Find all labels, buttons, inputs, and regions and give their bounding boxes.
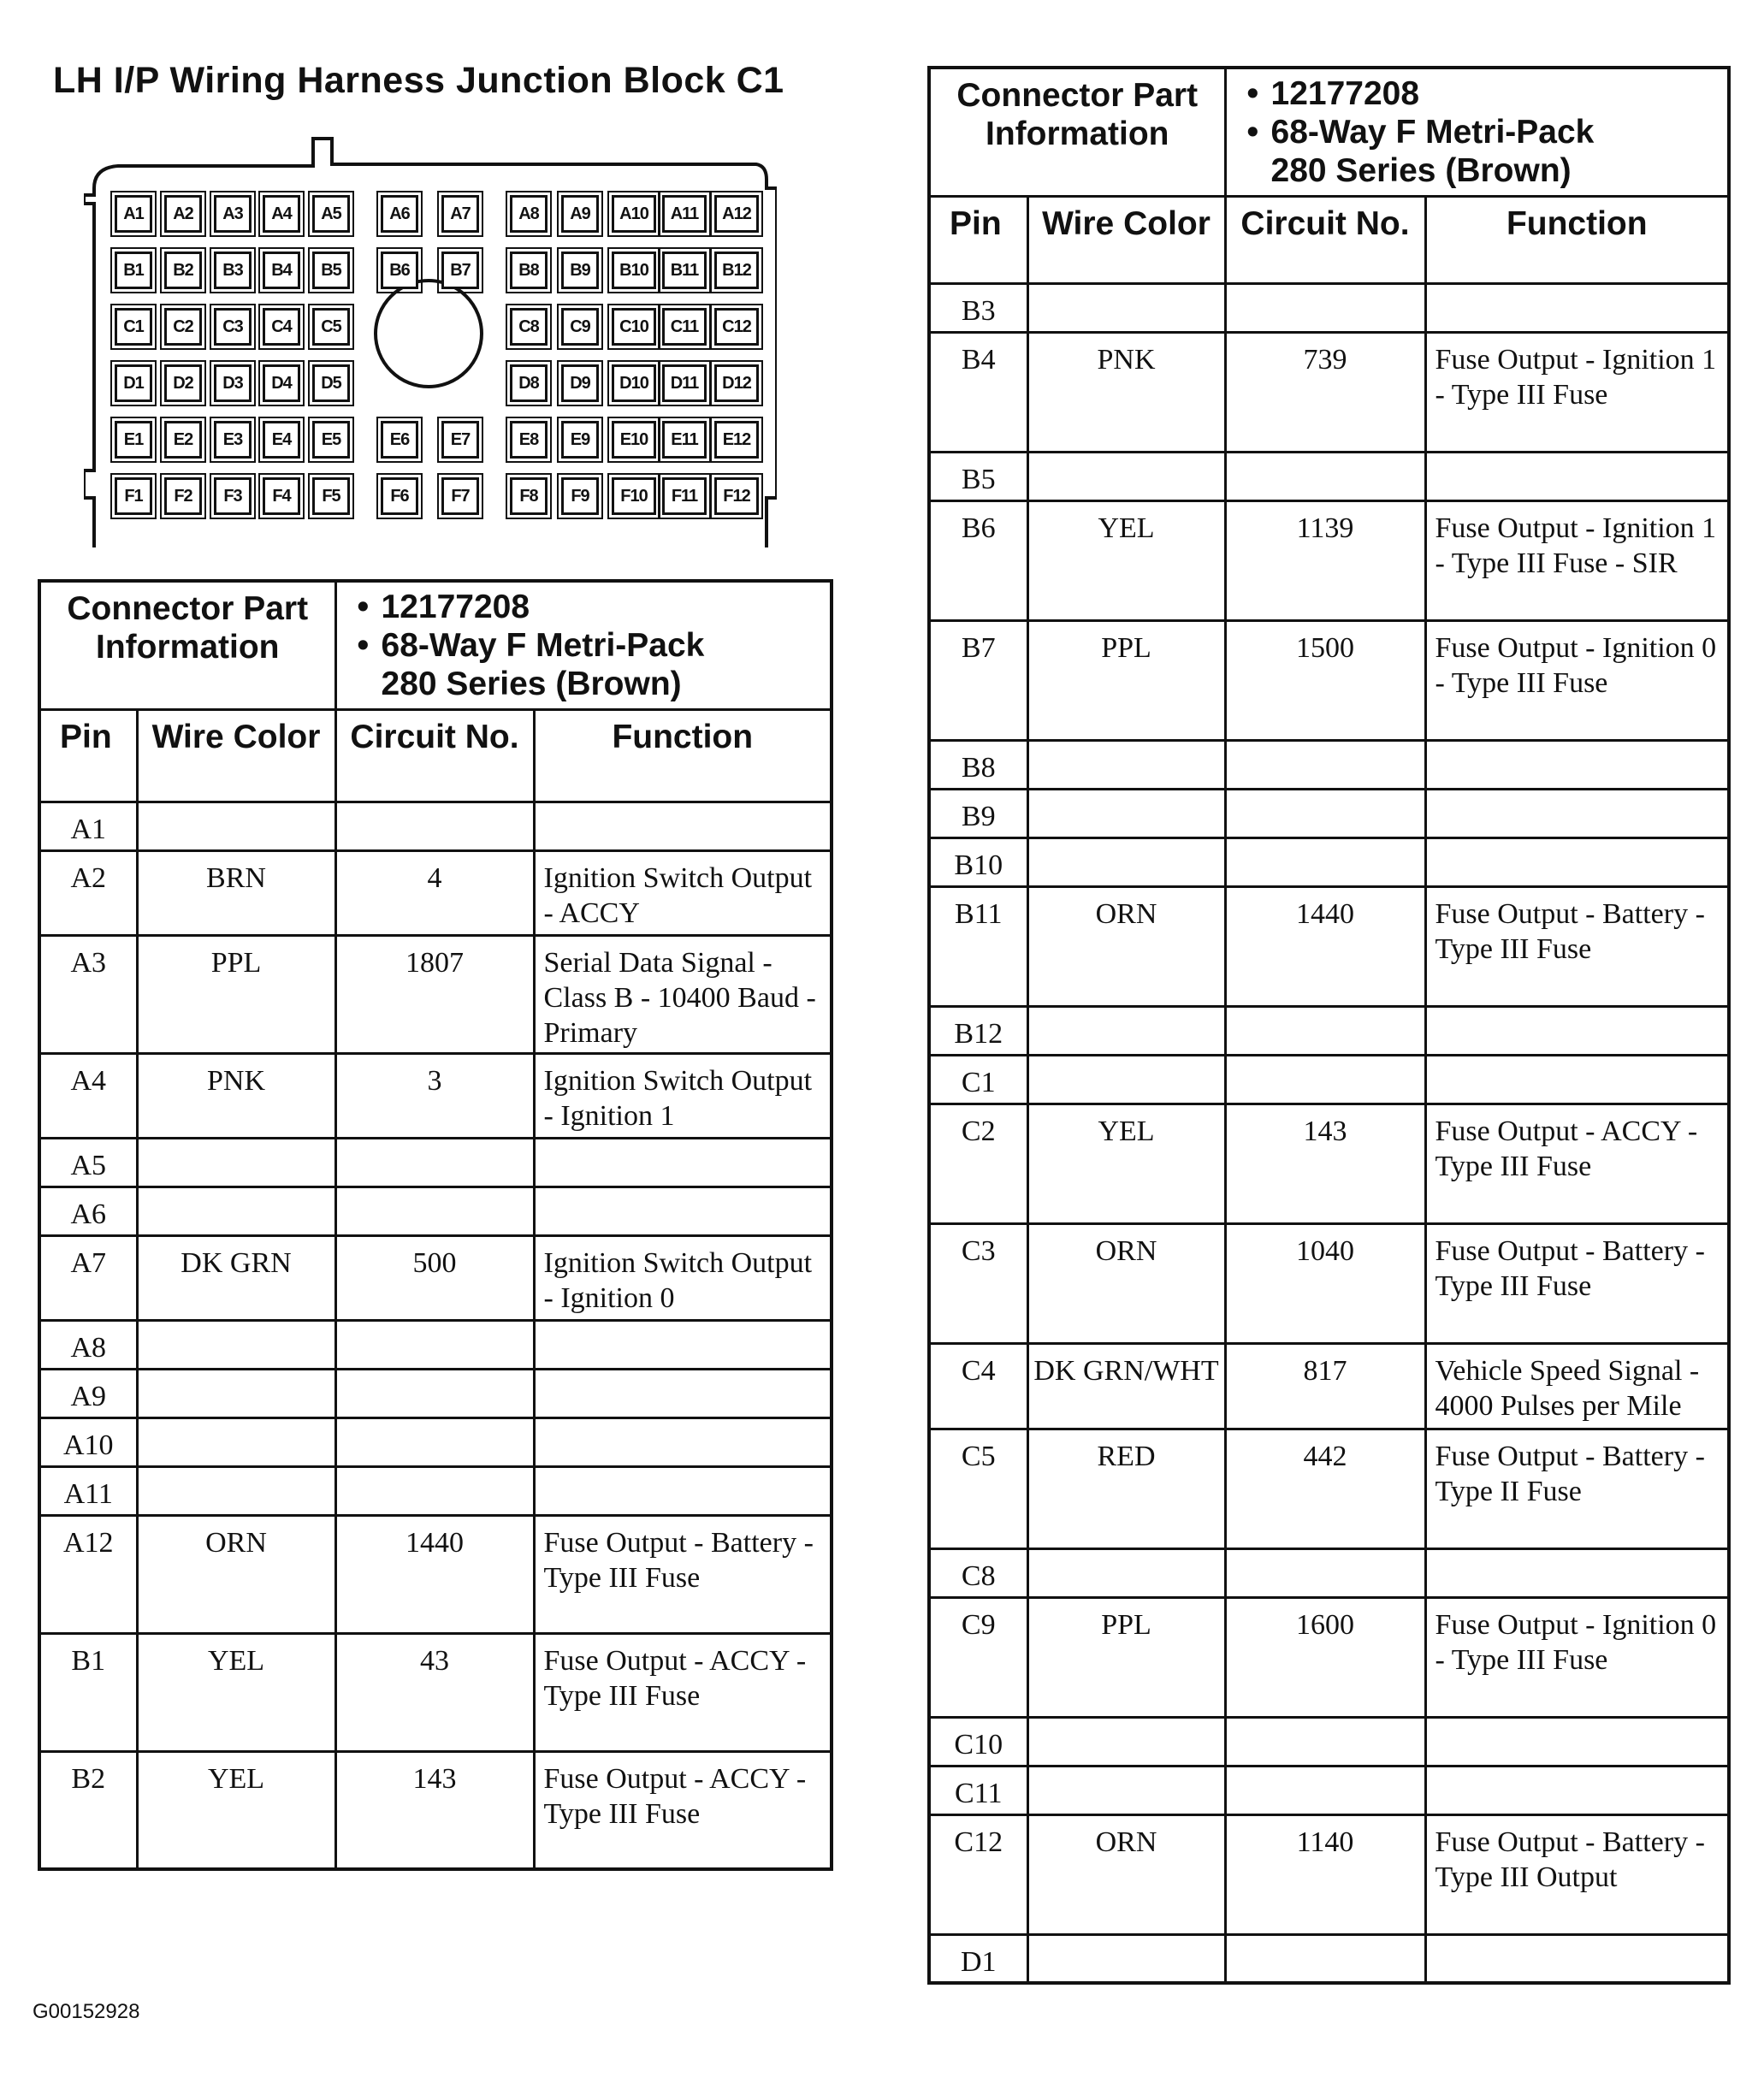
pin-cell-value: B2 bbox=[39, 1751, 137, 1869]
table-row bbox=[39, 1187, 832, 1235]
connector-pin: A6 bbox=[381, 195, 418, 233]
function-cell: Fuse Output - ACCY - Type III Fuse bbox=[1425, 1104, 1729, 1223]
pin-cell-value: A2 bbox=[39, 850, 137, 935]
wire-color-cell bbox=[1027, 837, 1225, 886]
connector-pin: A4 bbox=[263, 195, 300, 233]
pin-cell-value: A9 bbox=[39, 1369, 137, 1417]
wire-color-cell bbox=[137, 1369, 335, 1417]
connector-pin: B4 bbox=[263, 252, 300, 289]
connector-pin: F4 bbox=[263, 477, 300, 515]
connector-pin: C8 bbox=[510, 308, 548, 346]
connector-pin: F8 bbox=[510, 477, 548, 515]
table-row bbox=[929, 837, 1729, 886]
connector-pin: E3 bbox=[214, 421, 252, 459]
connector-pin: A3 bbox=[214, 195, 252, 233]
pin-cell-value: C9 bbox=[929, 1597, 1027, 1717]
pin-cell-value: C1 bbox=[929, 1055, 1027, 1104]
wire-color-cell bbox=[137, 1138, 335, 1187]
wire-color-cell: BRN bbox=[137, 850, 335, 935]
connector-pin: C11 bbox=[662, 308, 707, 346]
function-cell bbox=[1425, 789, 1729, 837]
function-cell bbox=[534, 1138, 832, 1187]
left-table-body bbox=[39, 802, 832, 1869]
connector-info-values bbox=[335, 581, 832, 709]
pin-cell-value: A3 bbox=[39, 935, 137, 1053]
wire-color-cell bbox=[137, 1320, 335, 1369]
function-cell: Vehicle Speed Signal - 4000 Pulses per Mile bbox=[1425, 1343, 1729, 1429]
function-cell: Fuse Output - Battery - Type III Fuse bbox=[534, 1515, 832, 1633]
function-cell bbox=[1425, 1006, 1729, 1055]
connector-pin: D3 bbox=[214, 364, 252, 402]
connector-pin: B8 bbox=[510, 252, 548, 289]
pin-cell-value: B1 bbox=[39, 1633, 137, 1751]
function-cell: Fuse Output - Ignition 1 - Type III Fuse - SIR bbox=[1425, 500, 1729, 620]
wire-color-cell: PNK bbox=[1027, 332, 1225, 452]
table-row bbox=[39, 1320, 832, 1369]
col-head-wire-color: Wire Color bbox=[137, 709, 335, 802]
function-cell bbox=[1425, 452, 1729, 500]
connector-pin: F12 bbox=[714, 477, 759, 515]
wire-color-cell: YEL bbox=[137, 1633, 335, 1751]
connector-pin: E7 bbox=[441, 421, 479, 459]
left-pinout-table bbox=[38, 579, 833, 1871]
connector-pin: A9 bbox=[561, 195, 599, 233]
column-header-row bbox=[39, 709, 832, 802]
circuit-cell: 739 bbox=[1225, 332, 1425, 452]
wire-color-cell bbox=[1027, 1766, 1225, 1814]
table-row bbox=[929, 886, 1729, 1006]
table-row bbox=[929, 1006, 1729, 1055]
connector-description-2: 280 Series (Brown) bbox=[1270, 152, 1572, 189]
right-table-body bbox=[929, 283, 1729, 1983]
function-cell bbox=[1425, 1055, 1729, 1104]
function-cell bbox=[534, 1417, 832, 1466]
circuit-cell bbox=[335, 1320, 534, 1369]
wire-color-cell: PNK bbox=[137, 1053, 335, 1138]
connector-pin: B3 bbox=[214, 252, 252, 289]
circuit-cell bbox=[1225, 837, 1425, 886]
function-cell: Fuse Output - Ignition 1 - Type III Fuse bbox=[1425, 332, 1729, 452]
circuit-cell bbox=[1225, 1055, 1425, 1104]
connector-center-hole bbox=[376, 281, 482, 387]
function-cell: Fuse Output - Battery - Type III Output bbox=[1425, 1814, 1729, 1934]
wire-color-cell: YEL bbox=[1027, 1104, 1225, 1223]
connector-pin: E1 bbox=[115, 421, 152, 459]
connector-pin: A12 bbox=[714, 195, 759, 233]
function-cell: Ignition Switch Output - ACCY bbox=[534, 850, 832, 935]
connector-pin: B6 bbox=[381, 252, 418, 289]
table-row bbox=[929, 500, 1729, 620]
wire-color-cell: ORN bbox=[1027, 1814, 1225, 1934]
table-row bbox=[39, 1751, 832, 1869]
pin-cell-value: C5 bbox=[929, 1429, 1027, 1548]
wire-color-cell bbox=[1027, 1548, 1225, 1597]
table-row bbox=[929, 1223, 1729, 1343]
function-cell: Ignition Switch Output - Ignition 1 bbox=[534, 1053, 832, 1138]
wire-color-cell bbox=[1027, 1934, 1225, 1983]
connector-pin: C9 bbox=[561, 308, 599, 346]
circuit-cell: 1600 bbox=[1225, 1597, 1425, 1717]
table-row bbox=[929, 1429, 1729, 1548]
circuit-cell: 4 bbox=[335, 850, 534, 935]
table-row bbox=[39, 1369, 832, 1417]
wire-color-cell bbox=[1027, 1055, 1225, 1104]
table-row bbox=[929, 1717, 1729, 1766]
connector-pin: C12 bbox=[714, 308, 759, 346]
circuit-cell: 1440 bbox=[1225, 886, 1425, 1006]
col-head-circuit: Circuit No. bbox=[335, 709, 534, 802]
function-cell bbox=[1425, 1934, 1729, 1983]
table-row bbox=[39, 1466, 832, 1515]
pin-cell-value: A6 bbox=[39, 1187, 137, 1235]
part-number: • 12177208 bbox=[382, 588, 831, 626]
circuit-cell bbox=[1225, 283, 1425, 332]
function-cell bbox=[1425, 283, 1729, 332]
table-row bbox=[39, 1053, 832, 1138]
connector-pin: E10 bbox=[612, 421, 656, 459]
connector-pin: A7 bbox=[441, 195, 479, 233]
pin-cell-value: C2 bbox=[929, 1104, 1027, 1223]
connector-pin: E4 bbox=[263, 421, 300, 459]
function-cell bbox=[534, 1320, 832, 1369]
wire-color-cell bbox=[1027, 1006, 1225, 1055]
circuit-cell: 143 bbox=[1225, 1104, 1425, 1223]
connector-pin: A8 bbox=[510, 195, 548, 233]
function-cell: Fuse Output - ACCY - Type III Fuse bbox=[534, 1633, 832, 1751]
connector-pin: F3 bbox=[214, 477, 252, 515]
circuit-cell bbox=[335, 1187, 534, 1235]
function-cell bbox=[1425, 837, 1729, 886]
table-row bbox=[929, 283, 1729, 332]
pin-cell-value: C4 bbox=[929, 1343, 1027, 1429]
pin-cell-value: B12 bbox=[929, 1006, 1027, 1055]
wire-color-cell: YEL bbox=[1027, 500, 1225, 620]
pin-cell-value: A11 bbox=[39, 1466, 137, 1515]
connector-pin: F7 bbox=[441, 477, 479, 515]
function-cell bbox=[1425, 1548, 1729, 1597]
wire-color-cell bbox=[137, 802, 335, 850]
wire-color-cell: PPL bbox=[137, 935, 335, 1053]
circuit-cell bbox=[335, 1466, 534, 1515]
connector-pin: F6 bbox=[381, 477, 418, 515]
wire-color-cell bbox=[137, 1466, 335, 1515]
col-head-pin: Pin bbox=[929, 196, 1027, 283]
connector-pin: D11 bbox=[662, 364, 707, 402]
connector-pin: B9 bbox=[561, 252, 599, 289]
wire-color-cell bbox=[1027, 789, 1225, 837]
circuit-cell bbox=[1225, 789, 1425, 837]
circuit-cell: 3 bbox=[335, 1053, 534, 1138]
connector-pin: D12 bbox=[714, 364, 759, 402]
circuit-cell bbox=[335, 1369, 534, 1417]
pin-cell-value: B6 bbox=[929, 500, 1027, 620]
pin-cell-value: B9 bbox=[929, 789, 1027, 837]
wire-color-cell bbox=[1027, 283, 1225, 332]
connector-pin: F11 bbox=[662, 477, 707, 515]
connector-face-diagram bbox=[84, 135, 777, 549]
wire-color-cell: YEL bbox=[137, 1751, 335, 1869]
connector-pin: F2 bbox=[164, 477, 202, 515]
connector-pin: E5 bbox=[312, 421, 350, 459]
wire-color-cell: ORN bbox=[137, 1515, 335, 1633]
right-pinout-table bbox=[927, 66, 1731, 1985]
circuit-cell: 1440 bbox=[335, 1515, 534, 1633]
circuit-cell bbox=[335, 1138, 534, 1187]
circuit-cell bbox=[1225, 1766, 1425, 1814]
circuit-cell bbox=[335, 1417, 534, 1466]
circuit-cell: 1807 bbox=[335, 935, 534, 1053]
wire-color-cell: PPL bbox=[1027, 620, 1225, 740]
pin-cell-value: C8 bbox=[929, 1548, 1027, 1597]
circuit-cell bbox=[1225, 452, 1425, 500]
col-head-pin: Pin bbox=[39, 709, 137, 802]
table-row bbox=[929, 789, 1729, 837]
connector-pin: F10 bbox=[612, 477, 656, 515]
connector-pin: E9 bbox=[561, 421, 599, 459]
connector-description-1: • 68-Way F Metri-Pack bbox=[382, 626, 831, 665]
circuit-cell bbox=[1225, 1717, 1425, 1766]
table-row bbox=[39, 1515, 832, 1633]
pin-cell-value: A5 bbox=[39, 1138, 137, 1187]
circuit-cell: 43 bbox=[335, 1633, 534, 1751]
pin-cell-value: C3 bbox=[929, 1223, 1027, 1343]
circuit-cell: 442 bbox=[1225, 1429, 1425, 1548]
circuit-cell: 817 bbox=[1225, 1343, 1425, 1429]
connector-pin: D2 bbox=[164, 364, 202, 402]
connector-pin: B12 bbox=[714, 252, 759, 289]
circuit-cell: 1139 bbox=[1225, 500, 1425, 620]
circuit-cell: 1500 bbox=[1225, 620, 1425, 740]
connector-pin: D8 bbox=[510, 364, 548, 402]
connector-pin: D9 bbox=[561, 364, 599, 402]
circuit-cell: 1140 bbox=[1225, 1814, 1425, 1934]
connector-pin: C5 bbox=[312, 308, 350, 346]
table-row bbox=[929, 1766, 1729, 1814]
circuit-cell: 1040 bbox=[1225, 1223, 1425, 1343]
table-row bbox=[929, 1104, 1729, 1223]
connector-pin: F5 bbox=[312, 477, 350, 515]
table-row bbox=[39, 1235, 832, 1320]
column-header-row bbox=[929, 196, 1729, 283]
table-row bbox=[929, 1597, 1729, 1717]
connector-info-values bbox=[1225, 68, 1729, 196]
wire-color-cell bbox=[1027, 740, 1225, 789]
pin-cell-value: B5 bbox=[929, 452, 1027, 500]
wire-color-cell bbox=[137, 1187, 335, 1235]
connector-pin: F1 bbox=[115, 477, 152, 515]
table-row bbox=[39, 850, 832, 935]
table-row bbox=[39, 1417, 832, 1466]
wire-color-cell bbox=[1027, 452, 1225, 500]
connector-pin: A2 bbox=[164, 195, 202, 233]
table-row bbox=[929, 1814, 1729, 1934]
col-head-wire-color: Wire Color bbox=[1027, 196, 1225, 283]
part-number: • 12177208 bbox=[1271, 74, 1728, 113]
wire-color-cell: ORN bbox=[1027, 886, 1225, 1006]
connector-info-row bbox=[929, 68, 1729, 196]
circuit-cell bbox=[1225, 1934, 1425, 1983]
circuit-cell: 500 bbox=[335, 1235, 534, 1320]
col-head-circuit: Circuit No. bbox=[1225, 196, 1425, 283]
function-cell bbox=[1425, 740, 1729, 789]
pin-cell-value: A8 bbox=[39, 1320, 137, 1369]
connector-pin: C2 bbox=[164, 308, 202, 346]
wire-color-cell: DK GRN/WHT bbox=[1027, 1343, 1225, 1429]
connector-pin: F9 bbox=[561, 477, 599, 515]
function-cell: Ignition Switch Output - Ignition 0 bbox=[534, 1235, 832, 1320]
connector-pin: C10 bbox=[612, 308, 656, 346]
pin-cell-value: B11 bbox=[929, 886, 1027, 1006]
circuit-cell bbox=[1225, 1548, 1425, 1597]
connector-pin: A1 bbox=[115, 195, 152, 233]
function-cell: Fuse Output - Battery - Type III Fuse bbox=[1425, 1223, 1729, 1343]
function-cell: Fuse Output - Battery - Type II Fuse bbox=[1425, 1429, 1729, 1548]
page-title: LH I/P Wiring Harness Junction Block C1 bbox=[53, 60, 784, 101]
connector-pin: D10 bbox=[612, 364, 656, 402]
figure-id: G00152928 bbox=[33, 2000, 140, 2023]
pin-cell-value: A7 bbox=[39, 1235, 137, 1320]
function-cell: Fuse Output - Ignition 0 - Type III Fuse bbox=[1425, 620, 1729, 740]
connector-pin: B1 bbox=[115, 252, 152, 289]
connector-pin: A10 bbox=[612, 195, 656, 233]
connector-pin: E11 bbox=[662, 421, 707, 459]
table-row bbox=[39, 935, 832, 1053]
connector-pin: D1 bbox=[115, 364, 152, 402]
pin-cell-value: C10 bbox=[929, 1717, 1027, 1766]
table-row bbox=[929, 740, 1729, 789]
pin-cell-value: D1 bbox=[929, 1934, 1027, 1983]
function-cell: Fuse Output - Battery - Type III Fuse bbox=[1425, 886, 1729, 1006]
connector-description-1: • 68-Way F Metri-Pack bbox=[1271, 113, 1728, 151]
connector-pin: C4 bbox=[263, 308, 300, 346]
pin-cell-value: C11 bbox=[929, 1766, 1027, 1814]
circuit-cell bbox=[1225, 740, 1425, 789]
circuit-cell bbox=[1225, 1006, 1425, 1055]
function-cell: Fuse Output - Ignition 0 - Type III Fuse bbox=[1425, 1597, 1729, 1717]
wire-color-cell bbox=[1027, 1717, 1225, 1766]
pin-cell-value: A12 bbox=[39, 1515, 137, 1633]
table-row bbox=[929, 1343, 1729, 1429]
table-row bbox=[39, 1138, 832, 1187]
function-cell bbox=[534, 1466, 832, 1515]
function-cell bbox=[534, 1187, 832, 1235]
pin-cell-value: B8 bbox=[929, 740, 1027, 789]
function-cell: Fuse Output - ACCY - Type III Fuse bbox=[534, 1751, 832, 1869]
wire-color-cell: PPL bbox=[1027, 1597, 1225, 1717]
table-row bbox=[929, 1934, 1729, 1983]
pin-cell-value: B10 bbox=[929, 837, 1027, 886]
circuit-cell bbox=[335, 802, 534, 850]
connector-pin: B5 bbox=[312, 252, 350, 289]
col-head-function: Function bbox=[1425, 196, 1729, 283]
connector-pin: B7 bbox=[441, 252, 479, 289]
col-head-function: Function bbox=[534, 709, 832, 802]
pin-cell-value: A4 bbox=[39, 1053, 137, 1138]
connector-pin: E6 bbox=[381, 421, 418, 459]
connector-info-label: Connector Part Information bbox=[929, 68, 1225, 196]
pin-cell-value: B7 bbox=[929, 620, 1027, 740]
table-row bbox=[929, 332, 1729, 452]
connector-pin: A11 bbox=[662, 195, 707, 233]
function-cell bbox=[1425, 1717, 1729, 1766]
circuit-cell: 143 bbox=[335, 1751, 534, 1869]
function-cell bbox=[534, 1369, 832, 1417]
pin-cell-value: A1 bbox=[39, 802, 137, 850]
connector-pin: D4 bbox=[263, 364, 300, 402]
connector-pin: D5 bbox=[312, 364, 350, 402]
connector-description-2: 280 Series (Brown) bbox=[381, 666, 682, 702]
connector-pin: E8 bbox=[510, 421, 548, 459]
table-row bbox=[929, 1548, 1729, 1597]
function-cell: Serial Data Signal - Class B - 10400 Baud - Primary bbox=[534, 935, 832, 1053]
connector-pin: C3 bbox=[214, 308, 252, 346]
table-row bbox=[39, 802, 832, 850]
connector-info-row bbox=[39, 581, 832, 709]
function-cell bbox=[534, 802, 832, 850]
pin-cell-value: A10 bbox=[39, 1417, 137, 1466]
connector-pin: B11 bbox=[662, 252, 707, 289]
wire-color-cell: ORN bbox=[1027, 1223, 1225, 1343]
wire-color-cell: DK GRN bbox=[137, 1235, 335, 1320]
pin-cell-value: B4 bbox=[929, 332, 1027, 452]
table-row bbox=[929, 452, 1729, 500]
connector-pin: A5 bbox=[312, 195, 350, 233]
connector-pin: C1 bbox=[115, 308, 152, 346]
table-row bbox=[929, 620, 1729, 740]
table-row bbox=[929, 1055, 1729, 1104]
pin-cell-value: B3 bbox=[929, 283, 1027, 332]
connector-pin: E12 bbox=[714, 421, 759, 459]
connector-pin: E2 bbox=[164, 421, 202, 459]
connector-pin: B10 bbox=[612, 252, 656, 289]
connector-info-label: Connector Part Information bbox=[39, 581, 335, 709]
wire-color-cell: RED bbox=[1027, 1429, 1225, 1548]
wire-color-cell bbox=[137, 1417, 335, 1466]
connector-pin: B2 bbox=[164, 252, 202, 289]
function-cell bbox=[1425, 1766, 1729, 1814]
pin-cell-value: C12 bbox=[929, 1814, 1027, 1934]
table-row bbox=[39, 1633, 832, 1751]
